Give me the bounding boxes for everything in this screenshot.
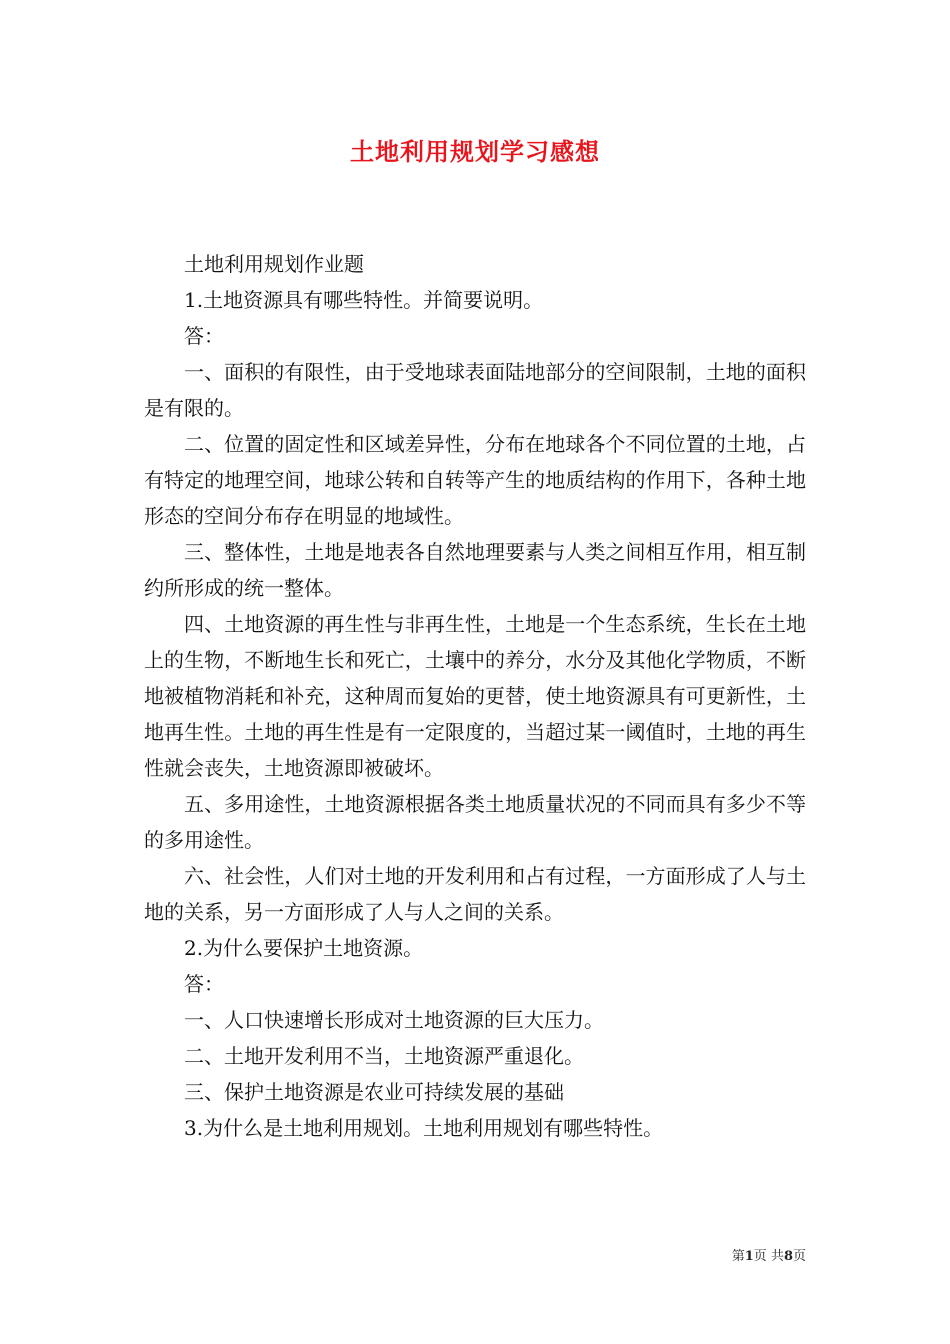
footer-current-page: 1	[744, 1249, 754, 1264]
paragraph: 一、人口快速增长形成对土地资源的巨大压力。	[184, 1008, 604, 1032]
paragraph: 四、土地资源的再生性与非再生性，土地是一个生态系统，生长在土地上的生物，不断地生长和死亡，土壤中的养分，水分及其他化学物质，不断地被植物消耗和补充，这种周而复始的更替，使土地资源具有可更新性，土地再生性。土地的再生性是有一定限度的，当超过某一阈值时，土地的再生性就会丧失，土地资源即被破坏。	[144, 612, 806, 780]
paragraph: 1.土地资源具有哪些特性。并简要说明。	[184, 288, 544, 312]
paragraph: 3.为什么是土地利用规划。土地利用规划有哪些特性。	[184, 1116, 664, 1140]
paragraph: 答：	[184, 972, 224, 996]
footer-suffix: 页	[792, 1249, 806, 1264]
paragraph: 答：	[184, 324, 224, 348]
footer-total-pages: 8	[783, 1249, 793, 1264]
paragraph: 二、位置的固定性和区域差异性，分布在地球各个不同位置的土地，占有特定的地理空间，地球公转和自转等产生的地质结构的作用下，各种土地形态的空间分布存在明显的地域性。	[144, 432, 806, 528]
footer-middle: 页 共	[753, 1249, 784, 1264]
paragraph: 一、面积的有限性，由于受地球表面陆地部分的空间限制，土地的面积是有限的。	[144, 360, 806, 420]
footer-prefix: 第	[731, 1249, 745, 1264]
paragraph: 二、土地开发利用不当，土地资源严重退化。	[184, 1044, 584, 1068]
paragraph: 三、保护土地资源是农业可持续发展的基础	[184, 1080, 564, 1104]
document-body	[144, 246, 806, 1146]
paragraph: 2.为什么要保护土地资源。	[184, 936, 424, 960]
document-title: 土地利用规划学习感想	[350, 137, 600, 166]
paragraph: 六、社会性，人们对土地的开发利用和占有过程，一方面形成了人与土地的关系，另一方面形成了人与人之间的关系。	[144, 864, 806, 924]
paragraph: 土地利用规划作业题	[184, 252, 364, 276]
page-footer	[732, 1245, 806, 1264]
paragraph: 五、多用途性，土地资源根据各类土地质量状况的不同而具有多少不等的多用途性。	[144, 792, 806, 852]
paragraph: 三、整体性，土地是地表各自然地理要素与人类之间相互作用，相互制约所形成的统一整体。	[144, 540, 806, 600]
